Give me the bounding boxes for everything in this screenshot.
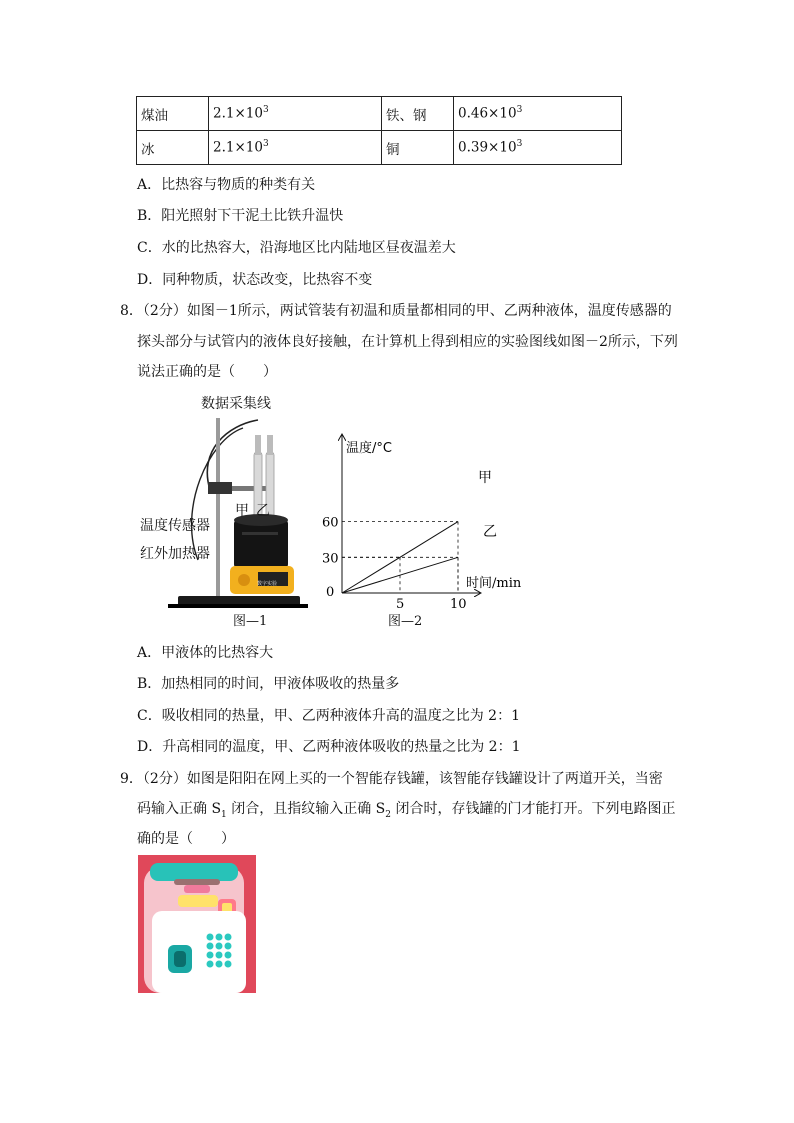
figure-1-apparatus (138, 390, 308, 635)
smart-piggy-bank-photo (138, 855, 256, 993)
q7-option-d: D．同种物质，状态改变，比热容不变 (137, 272, 373, 288)
series-label-yi: 乙 (483, 524, 497, 540)
table-cell: $2.1\times 10^3$ (209, 131, 382, 165)
q8-option-c: C．吸收相同的热量，甲、乙两种液体升高的温度之比为 2：1 (137, 708, 520, 724)
figure-1-caption: 图—1 (233, 614, 268, 629)
figure-2-caption: 图—2 (388, 614, 423, 629)
piggy-bank-drawing (138, 855, 256, 993)
table-cell: 铁、钢 (382, 97, 454, 131)
q8-stem-line-3: 说法正确的是（ ） (137, 364, 277, 380)
table-cell: $0.46\times 10^3$ (454, 97, 622, 131)
y-tick-label: 60 (322, 515, 339, 531)
q9-stem-line-3: 确的是（ ） (137, 831, 235, 847)
label-infrared-heater: 红外加热器 (140, 546, 210, 562)
y-axis-label: 温度/°C (346, 441, 392, 456)
table-cell: $0.39\times 10^3$ (454, 131, 622, 165)
origin-label: 0 (326, 585, 335, 600)
q8-option-b: B．加热相同的时间，甲液体吸收的热量多 (137, 676, 400, 692)
heater-label: 数字实验 (257, 581, 278, 587)
table-cell: $2.1\times 10^3$ (209, 97, 382, 131)
q9-stem-line-1: 9．（2分）如图是阳阳在网上买的一个智能存钱罐，该智能存钱罐设计了两道开关，当密 (120, 771, 663, 787)
x-tick-label: 5 (396, 597, 405, 610)
label-data-cable: 数据采集线 (201, 396, 271, 412)
q8-stem-line-2: 探头部分与试管内的液体良好接触，在计算机上得到相应的实验图线如图－2所示，下列 (137, 334, 678, 350)
x-axis-label: 时间/min (466, 576, 522, 591)
table-cell: 煤油 (137, 97, 209, 131)
apparatus-drawing (138, 390, 308, 635)
q8-stem-line-1: 8．（2分）如图－1所示，两试管装有初温和质量都相同的甲、乙两种液体，温度传感器的 (120, 303, 672, 319)
table-cell: 冰 (137, 131, 209, 165)
specific-heat-table (136, 96, 622, 165)
q7-option-c: C．水的比热容大，沿海地区比内陆地区昼夜温差大 (137, 240, 456, 256)
label-temperature-sensor: 温度传感器 (140, 518, 210, 534)
table-cell: 铜 (382, 131, 454, 165)
q8-option-a: A．甲液体的比热容大 (137, 645, 274, 661)
table-row (137, 97, 622, 131)
y-tick-label: 30 (322, 551, 339, 567)
label-yi-tube: 乙 (256, 503, 270, 519)
table-row (137, 131, 622, 165)
label-jia-tube: 甲 (235, 503, 249, 519)
series-label-jia: 甲 (478, 470, 492, 486)
q9-stem-line-2: 码输入正确 $S_1$ 闭合，且指纹输入正确 $S_2$ 闭合时，存钱罐的门才能打开。下列电路图正 (137, 801, 676, 820)
temperature-time-chart (320, 430, 540, 610)
q7-option-a: A．比热容与物质的种类有关 (137, 177, 316, 193)
figure-2-chart (320, 430, 540, 610)
x-tick-label: 10 (450, 597, 467, 610)
q7-option-b: B．阳光照射下干泥土比铁升温快 (137, 208, 344, 224)
q8-option-d: D．升高相同的温度，甲、乙两种液体吸收的热量之比为 2：1 (137, 739, 521, 755)
